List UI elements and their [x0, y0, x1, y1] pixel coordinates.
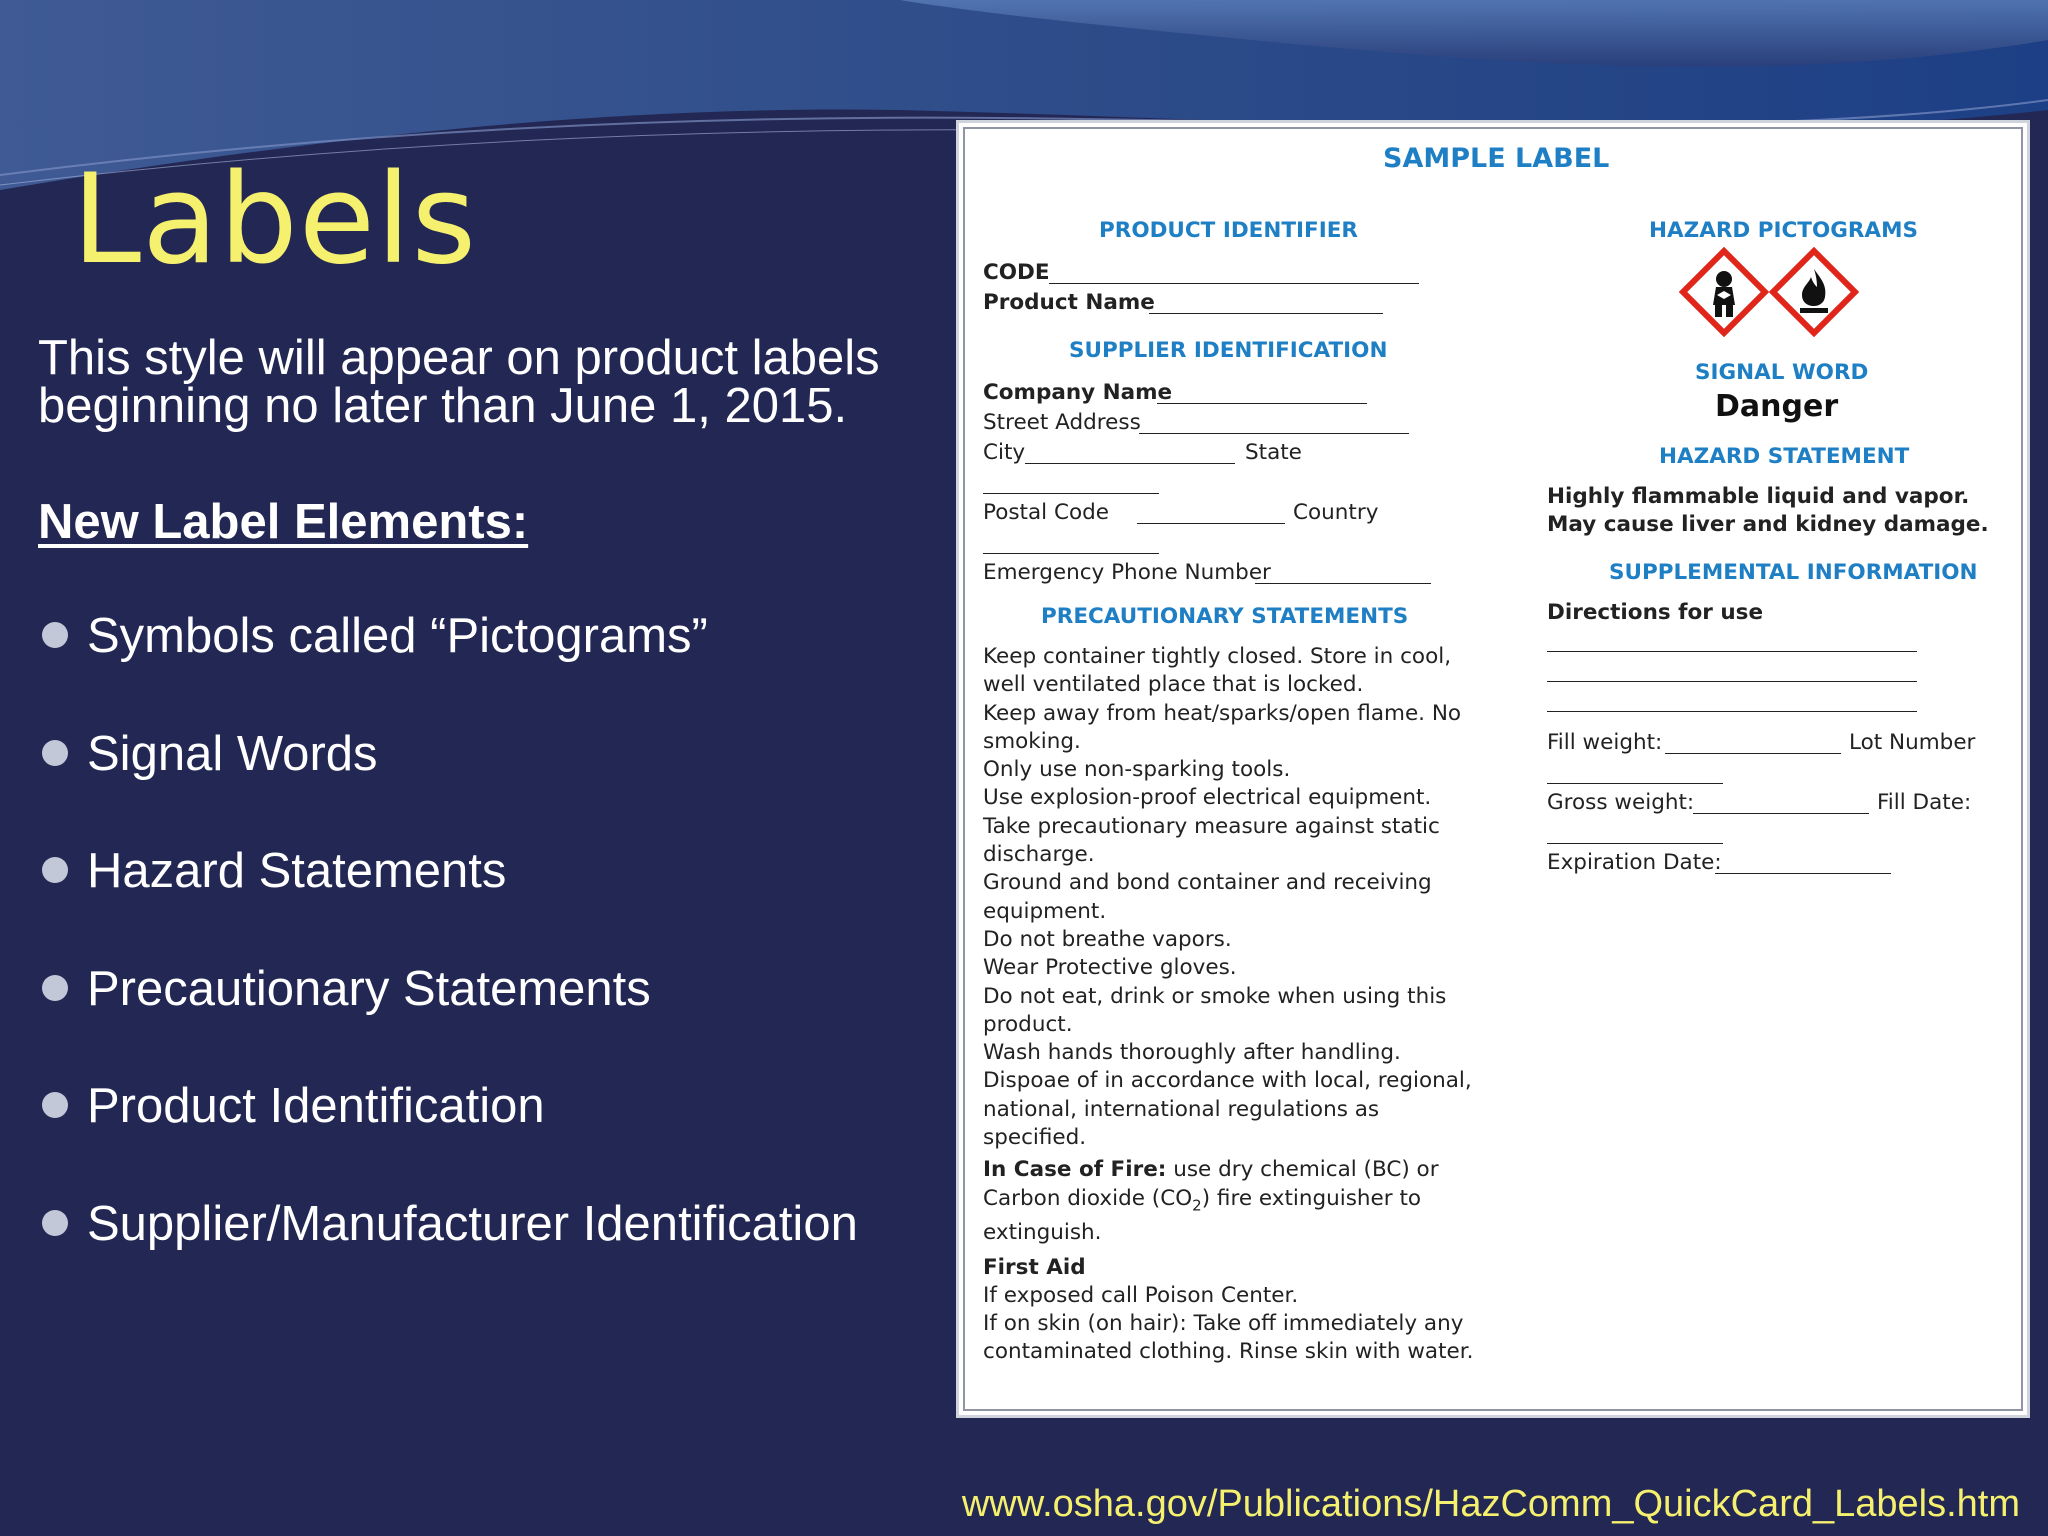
- precaution-line: well ventilated place that is locked.: [983, 672, 1364, 698]
- bullet-dot-icon: [42, 975, 68, 1001]
- emergency-phone-label: Emergency Phone Number: [983, 560, 1271, 585]
- postal-code-label: Postal Code: [983, 500, 1110, 525]
- fill-weight-label: Fill weight:: [1547, 730, 1663, 755]
- emergency-phone-blank: [1255, 583, 1431, 584]
- slide-title: Labels: [72, 148, 478, 292]
- directions-blank: [1547, 681, 1917, 682]
- first-aid-line: contaminated clothing. Rinse skin with water.: [983, 1339, 1474, 1365]
- gross-weight-blank: [1693, 813, 1869, 814]
- precaution-line: Do not breathe vapors.: [983, 926, 1232, 952]
- bullet-dot-icon: [42, 1210, 68, 1236]
- precaution-line: Keep away from heat/sparks/open flame. No: [983, 700, 1462, 726]
- postal-code-blank: [1137, 523, 1285, 524]
- precaution-line: smoking.: [983, 728, 1081, 754]
- first-aid-heading: First Aid: [983, 1254, 1086, 1280]
- signal-word-heading: SIGNAL WORD: [1695, 360, 1869, 385]
- precaution-line: Only use non-sparking tools.: [983, 757, 1291, 783]
- precaution-line: Use explosion-proof electrical equipment.: [983, 785, 1432, 811]
- supplier-heading: SUPPLIER IDENTIFICATION: [1069, 338, 1388, 363]
- fire-line-2: [983, 1185, 1463, 1220]
- precaution-line: specified.: [983, 1125, 1087, 1151]
- precaution-line: discharge.: [983, 842, 1095, 868]
- signal-word: Danger: [1715, 389, 1839, 424]
- fire-text-b: ) fire extinguisher to: [1201, 1185, 1422, 1211]
- fill-weight-blank: [1665, 753, 1841, 754]
- directions-blank: [1547, 711, 1917, 712]
- gross-weight-label: Gross weight:: [1547, 790, 1695, 815]
- bullet-text: Precautionary Statements: [87, 961, 651, 1016]
- label-title: SAMPLE LABEL: [1383, 143, 1610, 174]
- supplemental-heading: SUPPLEMENTAL INFORMATION: [1609, 560, 1978, 585]
- first-aid-line: If on skin (on hair): Take off immediately any: [983, 1311, 1464, 1337]
- precaution-line: Ground and bond container and receiving: [983, 870, 1432, 896]
- sample-label-image: [956, 120, 2030, 1418]
- intro-line-1: This style will appear on product labels: [38, 331, 880, 385]
- company-name-blank: [1157, 403, 1367, 404]
- product-name-blank: [1149, 313, 1383, 314]
- bullet-text: Supplier/Manufacturer Identification: [87, 1196, 858, 1251]
- precaution-line: Wash hands thoroughly after handling.: [983, 1040, 1401, 1066]
- bullet-text: Symbols called “Pictograms”: [87, 609, 708, 663]
- bullet-text: Signal Words: [87, 726, 378, 781]
- hazard-pictograms-heading: HAZARD PICTOGRAMS: [1649, 218, 1918, 243]
- first-aid-line: If exposed call Poison Center.: [983, 1282, 1299, 1308]
- source-url[interactable]: www.osha.gov/Publications/HazComm_QuickCard_Labels.htm: [961, 1483, 2020, 1525]
- company-name-label: Company Name: [983, 380, 1173, 405]
- precaution-line: Wear Protective gloves.: [983, 955, 1237, 981]
- flame-pictogram-icon: [1769, 247, 1859, 337]
- directions-label: Directions for use: [1547, 600, 1764, 625]
- fill-date-blank: [1547, 843, 1723, 844]
- city-blank: [1025, 463, 1235, 464]
- hazard-line-2: May cause liver and kidney damage.: [1547, 512, 1989, 537]
- fire-text: use dry chemical (BC) or: [1166, 1157, 1439, 1183]
- precautionary-statements: [983, 643, 1474, 1367]
- product-name-label: Product Name: [983, 290, 1155, 315]
- bullet-text: Product Identification: [87, 1079, 545, 1134]
- state-blank: [983, 493, 1159, 494]
- bullet-dot-icon: [42, 740, 68, 766]
- hazard-line-1: Highly flammable liquid and vapor.: [1547, 484, 1970, 509]
- fire-text-a: Carbon dioxide (CO: [983, 1185, 1193, 1211]
- lot-number-label: Lot Number: [1849, 730, 1976, 755]
- fill-date-label: Fill Date:: [1877, 790, 1972, 815]
- bullet-dot-icon: [42, 857, 68, 883]
- precaution-line: national, international regulations as: [983, 1096, 1380, 1122]
- bullet-text: Hazard Statements: [87, 844, 507, 899]
- precaution-line: equipment.: [983, 898, 1107, 924]
- fire-line-1: [983, 1156, 1463, 1184]
- precaution-line: Keep container tightly closed. Store in cool,: [983, 644, 1452, 669]
- bullet-dot-icon: [42, 622, 68, 648]
- street-address-blank: [1139, 433, 1409, 434]
- hazard-statement-heading: HAZARD STATEMENT: [1659, 444, 1910, 469]
- lot-number-blank: [1547, 783, 1723, 784]
- intro-text: [38, 331, 938, 433]
- fire-line-3: extinguish.: [983, 1220, 1102, 1246]
- state-label: State: [1245, 440, 1302, 465]
- section-heading: New Label Elements:: [38, 495, 529, 549]
- country-label: Country: [1293, 500, 1379, 525]
- code-blank: [1049, 283, 1419, 284]
- city-label: City: [983, 440, 1026, 465]
- code-label: CODE: [983, 260, 1050, 285]
- precaution-line: Do not eat, drink or smoke when using this: [983, 983, 1447, 1009]
- health-hazard-pictogram-icon: [1679, 247, 1769, 337]
- fire-heading: In Case of Fire:: [983, 1157, 1167, 1183]
- product-identifier-heading: PRODUCT IDENTIFIER: [1099, 218, 1358, 243]
- precautionary-heading: PRECAUTIONARY STATEMENTS: [1041, 604, 1409, 629]
- precaution-line: Take precautionary measure against static: [983, 813, 1440, 839]
- country-blank: [983, 553, 1159, 554]
- precaution-line: product.: [983, 1011, 1073, 1037]
- expiration-date-blank: [1715, 873, 1891, 874]
- street-address-label: Street Address: [983, 410, 1141, 435]
- intro-line-2: beginning no later than June 1, 2015.: [38, 379, 848, 433]
- precaution-line: Dispoae of in accordance with local, regional,: [983, 1068, 1472, 1094]
- expiration-date-label: Expiration Date:: [1547, 850, 1722, 875]
- directions-blank: [1547, 651, 1917, 652]
- fire-subscript: 2: [1192, 1195, 1202, 1214]
